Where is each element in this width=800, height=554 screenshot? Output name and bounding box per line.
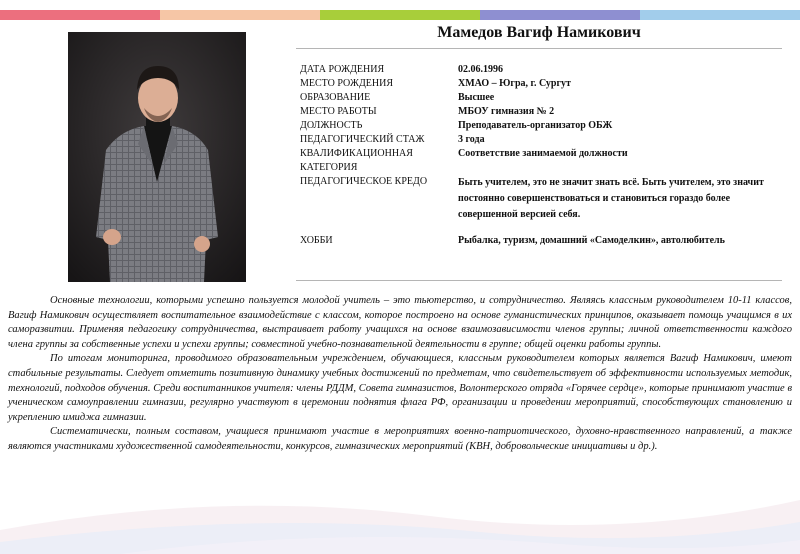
divider bbox=[296, 48, 782, 49]
info-label: КВАЛИФИКАЦИОННАЯ КАТЕГОРИЯ bbox=[300, 148, 413, 173]
biography-text bbox=[8, 294, 792, 455]
info-value: Преподаватель-организатор ОБЖ bbox=[458, 120, 613, 131]
color-segment bbox=[320, 10, 480, 20]
color-segment bbox=[640, 10, 800, 20]
info-value: Высшее bbox=[458, 92, 495, 103]
info-label: ПЕДАГОГИЧЕСКИЙ СТАЖ bbox=[300, 134, 425, 145]
divider bbox=[296, 280, 782, 281]
info-row bbox=[300, 234, 780, 248]
info-value: Соответствие занимаемой должности bbox=[458, 148, 628, 159]
info-row bbox=[300, 175, 780, 223]
top-color-bar bbox=[0, 10, 800, 20]
decorative-swoosh bbox=[0, 470, 800, 554]
info-row bbox=[300, 91, 780, 105]
color-segment bbox=[0, 10, 160, 20]
biography-paragraph: Основные технологии, которыми успешно пользуется молодой учитель – это тьютерство, и сотрудничество. Являясь классным руководителем 10-11 классов, Вагиф Намикович осуществляет воспитательное взаимодействие с классом, которое построено на основе гуманистических принципов, оказывает помощь учащимся в их саморазвитии. Применяя педагогику сотрудничества, выстраивает работу учащихся на основе взаимозависимости членов группы; личной ответственности каждого члена группы за собственные успехи и успехи группы; совместной учебно-познавательной деятельности в группе; общей оценки работы группы. bbox=[8, 295, 792, 350]
biography-paragraph: Систематически, полным составом, учащиеся принимают участие в мероприятиях военно-патриотического, духовно-нравственного направлений, а также являются участниками художественной самодеятельности, конкурсов, гимназических мероприятий (КВН, добровольческие инициативы и др.). bbox=[8, 426, 792, 452]
info-value: 3 года bbox=[458, 134, 485, 145]
color-segment bbox=[480, 10, 640, 20]
info-row bbox=[300, 105, 780, 119]
info-label: ПЕДАГОГИЧЕСКОЕ КРЕДО bbox=[300, 176, 428, 187]
info-label: ХОББИ bbox=[300, 235, 333, 246]
info-label: ОБРАЗОВАНИЕ bbox=[300, 92, 371, 103]
info-row bbox=[300, 133, 780, 147]
info-row bbox=[300, 119, 780, 133]
info-label: МЕСТО РАБОТЫ bbox=[300, 106, 377, 117]
color-segment bbox=[160, 10, 320, 20]
info-label: МЕСТО РОЖДЕНИЯ bbox=[300, 78, 394, 89]
info-row bbox=[300, 147, 780, 175]
info-value: 02.06.1996 bbox=[458, 64, 503, 75]
info-value: МБОУ гимназия № 2 bbox=[458, 106, 555, 117]
person-name: Мамедов Вагиф Намикович bbox=[437, 24, 641, 41]
biography-paragraph: По итогам мониторинга, проводимого образовательным учреждением, обучающиеся, классным руководителем которых является Вагиф Намикович, имеют стабильные результаты. Следует отметить позитивную динамику учебных достижений по предметам, что свидетельствует об эффективности используемых методик, технологий, подходов обучения. Среди воспитанников учителя: члены РДДМ, Совета гимназистов, Волонтерского отряда «Горячее сердце», которые принимают участие в ученическом самоуправлении гимназии, регулярно участвуют в церемонии поднятия флага РФ, организации и проведении мероприятий, способствующих становлению и укреплению имиджа гимназии. bbox=[8, 353, 792, 423]
info-label: ДОЛЖНОСТЬ bbox=[300, 120, 363, 131]
info-value: ХМАО – Югра, г. Сургут bbox=[458, 78, 571, 89]
profile-info bbox=[300, 63, 780, 248]
info-value: Быть учителем, это не значит знать всё. Быть учителем, это значит постоянно совершенствоваться и становиться гораздо более совершенной версией себя. bbox=[458, 177, 764, 220]
info-row bbox=[300, 77, 780, 91]
info-row bbox=[300, 63, 780, 77]
info-label: ДАТА РОЖДЕНИЯ bbox=[300, 64, 385, 75]
portrait-photo bbox=[68, 32, 246, 282]
info-value: Рыбалка, туризм, домашний «Самоделкин», автолюбитель bbox=[458, 235, 725, 246]
